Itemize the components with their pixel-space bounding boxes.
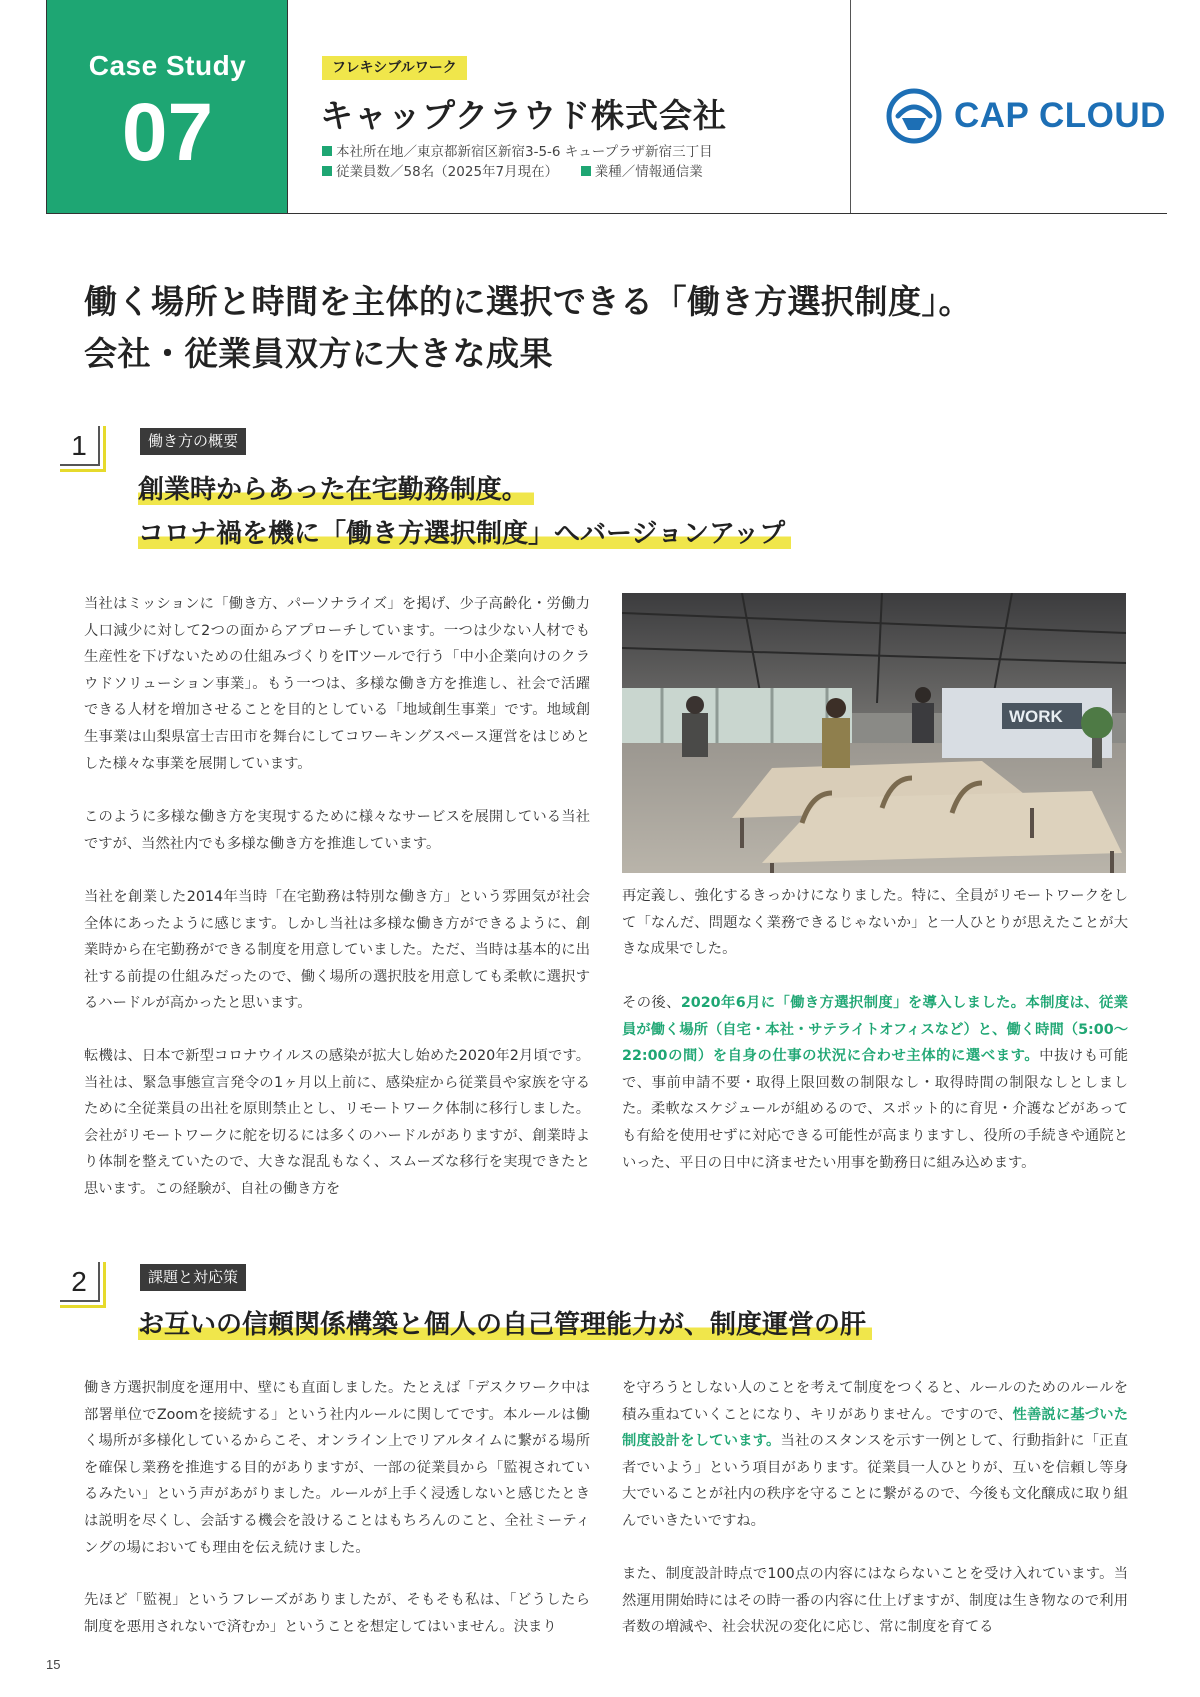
cap-cloud-logo-icon xyxy=(884,86,944,146)
section-number-box xyxy=(60,1262,106,1308)
photo-sign-text: WORK xyxy=(1009,707,1063,726)
address-text: 本社所在地／東京都新宿区新宿3-5-6 キュープラザ新宿三丁目 xyxy=(336,144,713,160)
paragraph-text: その後、 xyxy=(622,995,681,1011)
cap-cloud-logo xyxy=(884,86,1166,146)
body-paragraph: 先ほど「監視」というフレーズがありましたが、そもそも私は、「どうしたら制度を悪用されないで済むか」ということを想定してはいません。決まり xyxy=(84,1592,590,1635)
section-number: 1 xyxy=(60,426,100,466)
company-details xyxy=(322,162,703,182)
highlighted-text: 性善説に基づいた制度設計をしています。 xyxy=(622,1406,1128,1450)
case-study-header xyxy=(0,0,1200,214)
subheading-line: お互いの信頼関係構築と個人の自己管理能力が、制度運営の肝 xyxy=(138,1310,872,1340)
industry-text: 業種／情報通信業 xyxy=(594,164,703,180)
body-paragraph xyxy=(622,1375,1128,1535)
category-tag: フレキシブルワーク xyxy=(322,56,467,80)
subheading-line: 創業時からあった在宅勤務制度。 xyxy=(138,475,534,505)
section-number: 2 xyxy=(60,1262,100,1302)
headline-line: 働く場所と時間を主体的に選択できる「働き方選択制度」。 xyxy=(84,282,972,321)
employees-text: 従業員数／58名（2025年7月現在） xyxy=(336,164,559,180)
paragraph-text: 当社のスタンスを示す一例として、行動指針に「正直者でいよう」という項目があります。従業員一人ひとりが、互いを信頼し等身大でいることが社内の秩序を守ることに繋がるので、今後も文化醸成に取り組んでいきたいですね。 xyxy=(622,1433,1128,1529)
section-number-box xyxy=(60,426,106,472)
divider xyxy=(287,0,288,214)
section-subheading xyxy=(138,468,791,556)
section-label: 働き方の概要 xyxy=(140,428,246,455)
body-paragraph: 働き方選択制度を運用中、壁にも直面しました。たとえば「デスクワーク中は部署単位でZoomを接続する」という社内ルールに関してです。本ルールは働く場所が多様化しているからこそ、オンライン上でリアルタイムに繋がる場所を確保し業務を推進する目的がありますが、一部の従業員から「監視されているみたい」という声があがりました。ルールが上手く浸透しないと感じたときは説明を尽くし、会話する機会を設けることはもちろんのこと、全社ミーティングの場においても理由を伝え続けました。 xyxy=(84,1380,590,1556)
divider xyxy=(287,213,1167,214)
section-subheading xyxy=(138,1303,872,1347)
body-paragraph: 当社を創業した2014年当時「在宅勤務は特別な働き方」という雰囲気が社会全体にあったように感じます。しかし当社は多様な働き方ができるように、創業時から在宅勤務ができる制度を用意していました。ただ、当時は基本的に出社する前提の仕組みだったので、働く場所の選択肢を用意しても柔軟に選択するハードルが高かったと思います。 xyxy=(84,889,590,1012)
case-study-badge xyxy=(46,0,287,214)
body-paragraph: このように多様な働き方を実現するために様々なサービスを展開している当社ですが、当然社内でも多様な働き方を推進しています。 xyxy=(84,809,590,852)
bullet-square-icon xyxy=(322,166,332,176)
body-paragraph: 再定義し、強化するきっかけになりました。特に、全員がリモートワークをして「なんだ、問題なく業務できるじゃないか」と一人ひとりが思えたことが大きな成果でした。 xyxy=(622,888,1128,958)
body-paragraph: 当社はミッションに「働き方、パーソナライズ」を掲げ、少子高齢化・労働力人口減少に対して2つの面からアプローチしています。一つは少ない人材でも生産性を下げないための仕組みづくりをITツールで行う「中小企業向けのクラウドソリューション事業」。もう一つは、多様な働き方を推進し、社会で活躍できる人材を増加させることを目的としている「地域創生事業」です。地域創生事業は山梨県富士吉田市を舞台にしてコワーキングスペース運営をはじめとした様々な事業を展開しています。 xyxy=(84,596,590,772)
office-photo xyxy=(622,593,1126,873)
page-headline xyxy=(84,276,1134,380)
coworking-space-photo-icon xyxy=(622,593,1126,873)
paragraph-text: を守ろうとしない人のことを考えて制度をつくると、ルールのためのルールを積み重ねていくことになり、キリがありません。ですので、 xyxy=(622,1380,1128,1423)
company-address xyxy=(322,142,713,162)
logo-text: CAP CLOUD xyxy=(954,96,1166,135)
case-study-label: Case Study xyxy=(88,50,247,81)
headline-line: 会社・従業員双方に大きな成果 xyxy=(84,334,553,373)
bullet-square-icon xyxy=(581,166,591,176)
bullet-square-icon xyxy=(322,146,332,156)
section-label: 課題と対応策 xyxy=(140,1264,246,1291)
body-paragraph: 転機は、日本で新型コロナウイルスの感染が拡大し始めた2020年2月頃です。当社は、緊急事態宣言発令の1ヶ月以上前に、感染症から従業員や家族を守るために全従業員の出社を原則禁止とし、リモートワーク体制に移行しました。会社がリモートワークに舵を切るには多くのハードルがありますが、創業時より体制を整えていたので、大きな混乱もなく、スムーズな移行を実現できたと思います。この経験が、自社の働き方を xyxy=(84,1048,590,1197)
divider xyxy=(850,0,851,214)
paragraph-text: 中抜けも可能で、事前申請不要・取得上限回数の制限なし・取得時間の制限なしとしました。柔軟なスケジュールが組めるので、スポット的に育児・介護などがあっても有給を使用せずに対応できる可能性が高まりますし、役所の手続きや通院といった、平日の日中に済ませたい用事を勤務日に組み込めます。 xyxy=(622,1048,1128,1171)
page-number: 15 xyxy=(46,1657,61,1672)
body-paragraph xyxy=(622,990,1128,1176)
case-study-number: 07 xyxy=(121,87,214,178)
subheading-line: コロナ禍を機に「働き方選択制度」へバージョンアップ xyxy=(138,519,791,549)
body-paragraph: また、制度設計時点で100点の内容にはならないことを受け入れています。当然運用開始時にはその時一番の内容に仕上げますが、制度は生き物なので利用者数の増減や、社会状況の変化に応じ、常に制度を育てる xyxy=(622,1566,1128,1636)
highlighted-text: 2020年6月に「働き方選択制度」を導入しました。本制度は、従業員が働く場所（自宅・本社・サテライトオフィスなど）と、働く時間（5:00〜22:00の間）を自身の仕事の状況に合わせ主体的に選べます。 xyxy=(622,995,1128,1065)
company-name: キャップクラウド株式会社 xyxy=(320,96,728,135)
